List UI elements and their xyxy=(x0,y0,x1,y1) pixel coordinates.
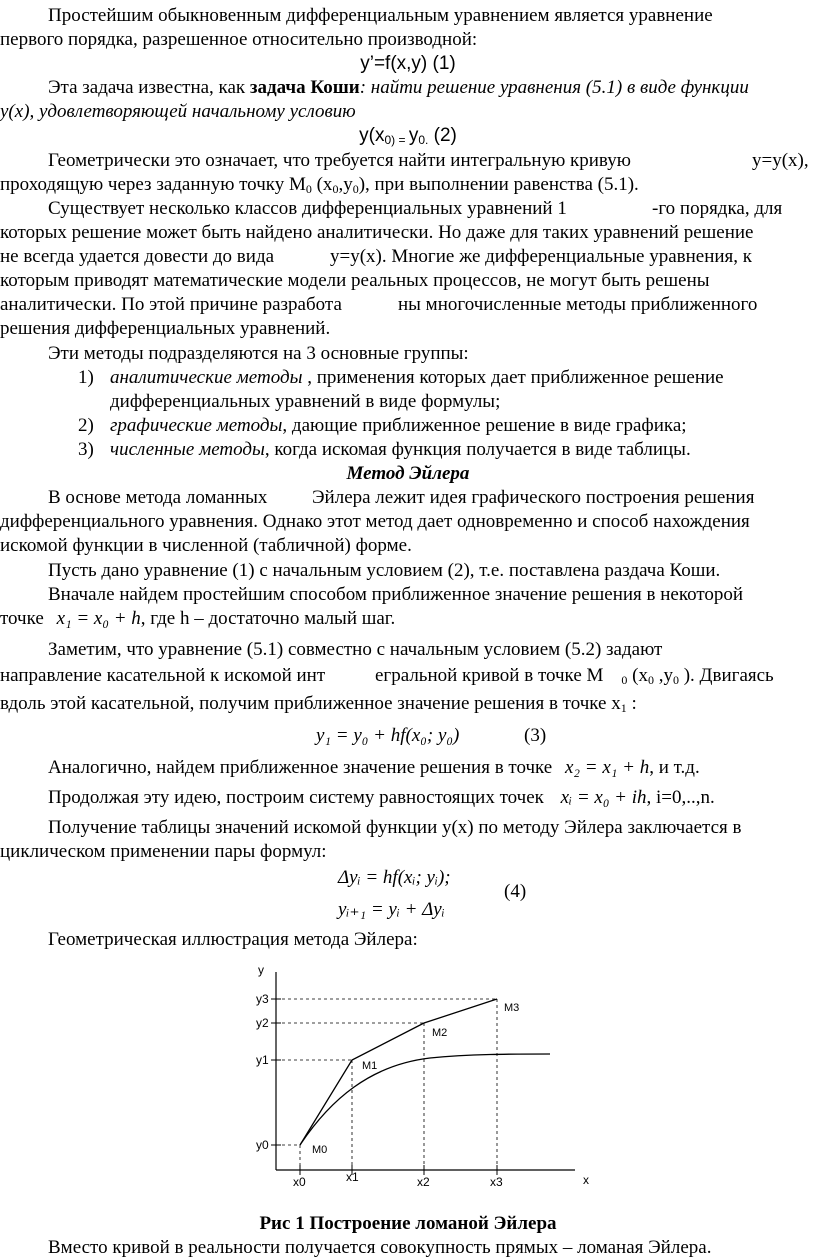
formula-x1: x₁ = x₀ + h xyxy=(56,608,141,629)
figure-caption: Рис 1 Построение ломаной Эйлера xyxy=(259,1213,557,1234)
paragraph-line: решения дифференциальных уравнений. xyxy=(0,318,331,339)
paragraph-line: направление касательной к искомой инт егральной кривой в точке M $_0$ ($x_0$ $,y_0$ ). Двигаясь xyxy=(0,665,774,687)
y-tick-label: y3 xyxy=(256,992,269,1006)
paragraph-line: Продолжая эту идею, построим систему равностоящих точек xᵢ = x₀ + ih, i=0,..,n. xyxy=(48,787,715,808)
paragraph-line: проходящую через заданную точку $M_0$ $(x_0,y_0)$, при выполнении равенства (5.1). xyxy=(0,174,639,196)
point-label: M1 xyxy=(362,1060,378,1072)
section-heading: Метод Эйлера xyxy=(346,463,470,484)
y-axis-label: y xyxy=(258,963,264,977)
y-tick-label: y0 xyxy=(256,1138,269,1152)
y-tick-label: y2 xyxy=(256,1016,269,1030)
x-tick-label: x3 xyxy=(490,1175,503,1189)
x-tick-label: x1 xyxy=(346,1170,359,1184)
paragraph-line: Эти методы подразделяются на 3 основные группы: xyxy=(48,343,469,364)
euler-polyline xyxy=(300,999,497,1145)
equation-2: $y(x_{0) =}$ $y_{0.}$ (2) xyxy=(359,125,457,147)
paragraph-line: Геометрическая иллюстрация метода Эйлера: xyxy=(48,929,418,950)
paragraph-line: дифференциального уравнения. Однако этот метод дает одновременно и способ нахождения xyxy=(0,511,750,532)
paragraph-line: не всегда удается довести до вида y=y(x). Многие же дифференциальные уравнения, к xyxy=(0,246,753,267)
paragraph-line: первого порядка, разрешенное относительно производной: xyxy=(0,29,478,50)
paragraph-line: Вместо кривой в реальности получается совокупность прямых – ломаная Эйлера. xyxy=(48,1237,712,1258)
paragraph-line: точке x₁ = x₀ + h, где h – достаточно малый шаг. xyxy=(0,608,396,629)
euler-figure xyxy=(240,956,600,1196)
formula-x2: x₂ = x₁ + h xyxy=(565,757,650,778)
paragraph-line: Существует несколько классов дифференциальных уравнений 1 -го порядка, для xyxy=(48,198,783,219)
x-tick-label: x2 xyxy=(417,1175,430,1189)
paragraph-line: Эта задача известна, как задача Коши: найти решение уравнения (5.1) в виде функции xyxy=(48,77,749,98)
x-axis-label: x xyxy=(583,1173,589,1187)
paragraph-line: которым приводят математические модели реальных процессов, не могут быть решены xyxy=(0,270,710,291)
paragraph-line: которых решение может быть найдено аналитически. Но даже для таких уравнений решение xyxy=(0,222,754,243)
integral-curve xyxy=(300,1054,550,1145)
paragraph-line: искомой функции в численной (табличной) форме. xyxy=(0,535,412,556)
x-tick-label: x0 xyxy=(293,1175,306,1189)
paragraph-line: Геометрически это означает, что требуется найти интегральную кривую y=y(x), xyxy=(48,150,809,171)
paragraph-line: Заметим, что уравнение (5.1) совместно с начальным условием (5.2) задают xyxy=(48,639,663,660)
paragraph-line: Аналогично, найдем приближенное значение решения в точке x₂ = x₁ + h, и т.д. xyxy=(48,757,700,778)
paragraph-line: вдоль этой касательной, получим приближенное значение решения в точке $x_1$ : xyxy=(0,693,637,715)
paragraph-line: В основе метода ломанных Эйлера лежит идея графического построения решения xyxy=(48,487,755,508)
y-tick-label: y1 xyxy=(256,1053,269,1067)
paragraph-line: циклическом применении пары формул: xyxy=(0,841,327,862)
point-label: M2 xyxy=(432,1027,448,1039)
paragraph-line: Пусть дано уравнение (1) с начальным условием (2), т.е. поставлена раздача Коши. xyxy=(48,560,721,581)
paragraph-line: аналитически. По этой причине разработа ны многочисленные методы приближенного xyxy=(0,294,758,315)
paragraph-line: Вначале найдем простейшим способом приближенное значение решения в некоторой xyxy=(48,584,744,605)
paragraph-line: y(x), удовлетворяющей начальному условию xyxy=(0,101,356,122)
formula-xi: xᵢ = x₀ + ih xyxy=(560,787,647,808)
equation-1: y’=f(x,y) (1) xyxy=(360,53,456,74)
paragraph-line: Получение таблицы значений искомой функции y(x) по методу Эйлера заключается в xyxy=(48,817,742,838)
paragraph-line: Простейшим обыкновенным дифференциальным уравнением является уравнение xyxy=(48,5,713,26)
point-label: M3 xyxy=(504,1002,520,1014)
point-label: M0 xyxy=(312,1144,328,1156)
